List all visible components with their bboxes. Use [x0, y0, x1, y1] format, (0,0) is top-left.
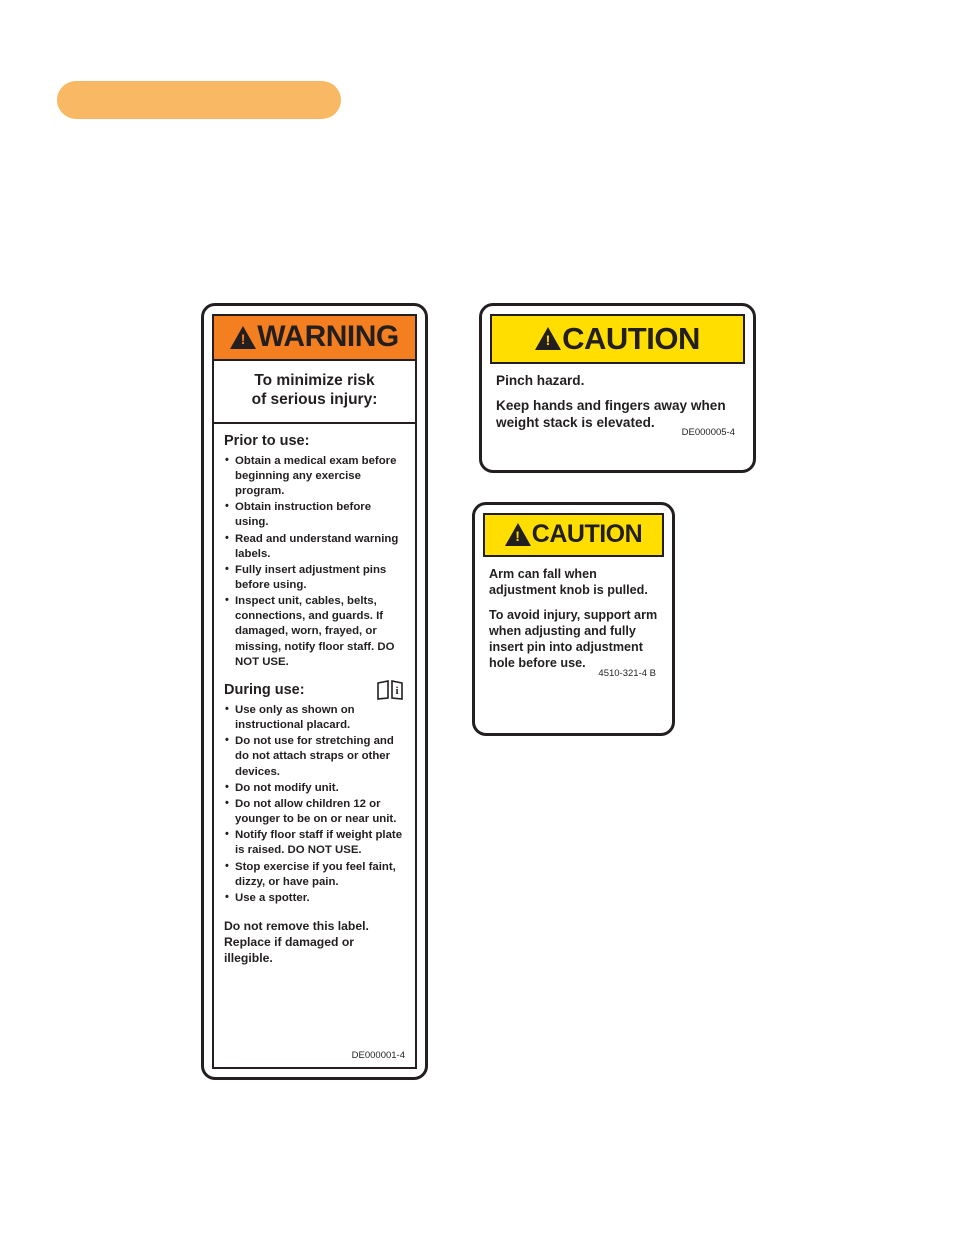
- caution-pinch-part-number: DE000005-4: [681, 426, 735, 438]
- list-item: • Use a spotter.: [224, 891, 405, 906]
- section-title-during-use: During use:: [224, 681, 305, 698]
- during-use-list: [224, 703, 405, 906]
- caution-arm-label-card: [472, 502, 675, 736]
- list-item: • Obtain a medical exam before beginning any exercise program.: [224, 454, 405, 499]
- caution-pinch-body: [490, 364, 745, 444]
- list-item: • Do not modify unit.: [224, 781, 405, 796]
- caution-arm-signal-word: CAUTION: [531, 520, 643, 548]
- section-title-prior-to-use: Prior to use:: [224, 432, 310, 449]
- warning-subhead: [214, 361, 415, 424]
- caution-arm-body: [483, 557, 664, 685]
- svg-text:i: i: [395, 684, 399, 697]
- caution-triangle-icon: [505, 523, 531, 546]
- prior-to-use-list: [224, 454, 405, 670]
- caution-arm-banner: [483, 513, 664, 557]
- list-item: • Inspect unit, cables, belts, connections, and guards. If damaged, worn, frayed, or missing, notify floor staff. DO NOT USE.: [224, 594, 405, 670]
- caution-pinch-line1: Pinch hazard.: [496, 373, 585, 388]
- list-item: • Read and understand warning labels.: [224, 532, 405, 562]
- list-item: • Use only as shown on instructional placard.: [224, 703, 405, 733]
- list-item: • Do not use for stretching and do not attach straps or other devices.: [224, 734, 405, 779]
- warning-label-card: [201, 303, 428, 1080]
- list-item: • Do not allow children 12 or younger to be on or near unit.: [224, 797, 405, 827]
- header-pill: [57, 81, 341, 119]
- caution-arm-part-number: 4510-321-4 B: [598, 668, 656, 680]
- read-manual-booklet-icon: [377, 680, 403, 705]
- warning-subhead-line1: To minimize risk: [254, 372, 375, 389]
- caution-pinch-label-card: [479, 303, 756, 473]
- caution-arm-line2: To avoid injury, support arm when adjusting and fully insert pin into adjustment hole before use.: [489, 608, 658, 670]
- warning-subhead-line2: of serious injury:: [251, 391, 378, 409]
- caution-triangle-icon: [535, 327, 561, 350]
- warning-triangle-icon: [230, 326, 256, 349]
- warning-banner: [214, 316, 415, 361]
- warning-part-number: DE000001-4: [351, 1050, 405, 1061]
- caution-pinch-line2: Keep hands and fingers away when weight stack is elevated.: [496, 397, 726, 430]
- warning-signal-word: WARNING: [257, 320, 399, 353]
- caution-pinch-signal-word: CAUTION: [562, 321, 700, 356]
- warning-closing-text: Do not remove this label. Replace if damaged or illegible.: [224, 918, 369, 965]
- list-item: • Obtain instruction before using.: [224, 500, 405, 530]
- list-item: • Notify floor staff if weight plate is raised. DO NOT USE.: [224, 828, 405, 858]
- warning-label-inner: [212, 314, 417, 1069]
- caution-pinch-banner: [490, 314, 745, 364]
- list-item: • Stop exercise if you feel faint, dizzy, or have pain.: [224, 860, 405, 890]
- caution-arm-line1: Arm can fall when adjustment knob is pulled.: [489, 567, 648, 597]
- warning-body: [214, 424, 415, 1067]
- list-item: • Fully insert adjustment pins before using.: [224, 563, 405, 593]
